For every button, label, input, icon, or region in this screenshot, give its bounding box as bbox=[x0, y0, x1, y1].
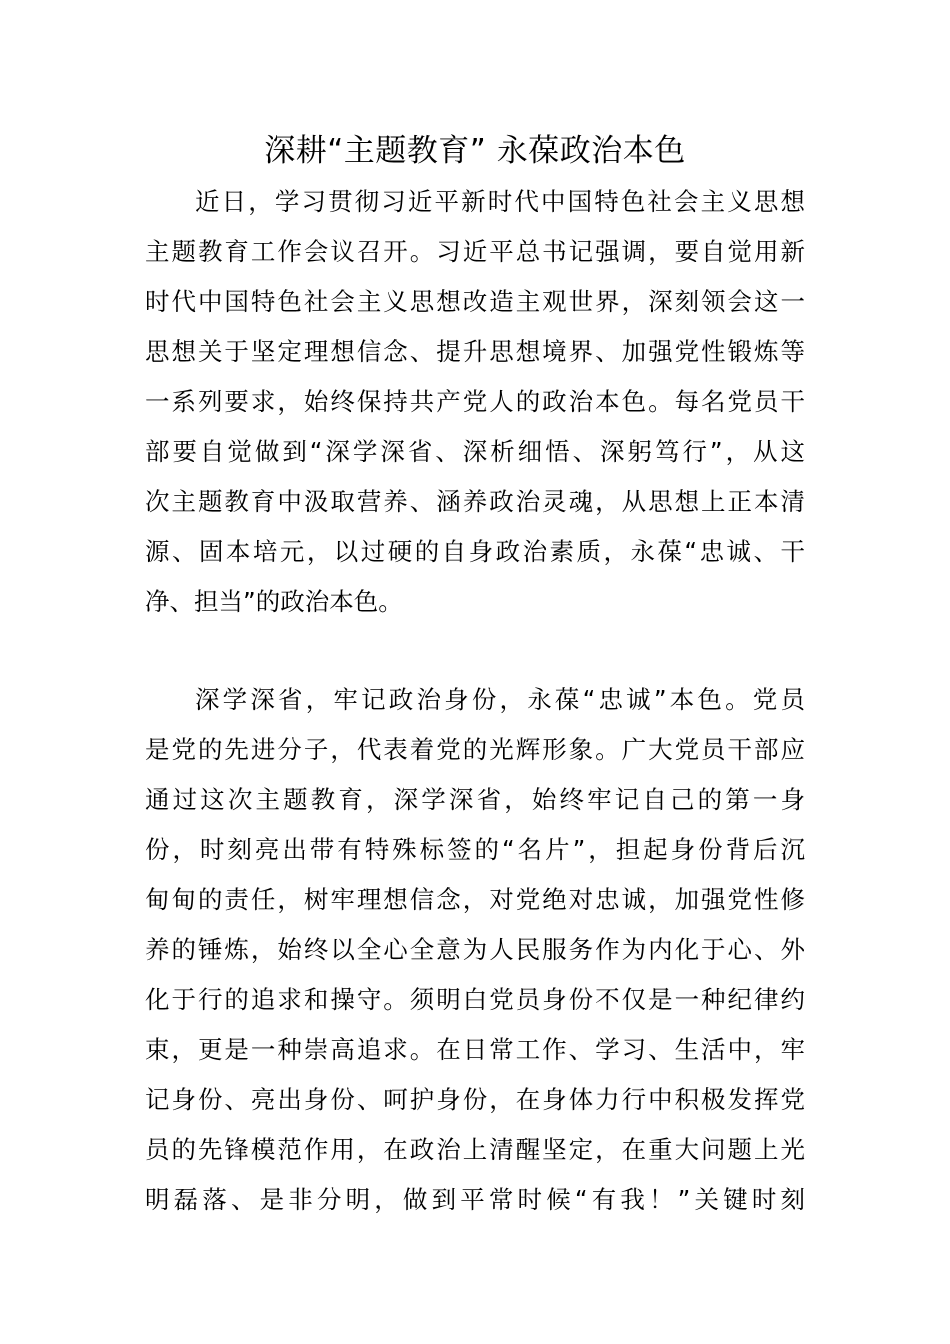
paragraph-line: 养的锤炼，始终以全心全意为人民服务作为内化于心、外 bbox=[145, 935, 805, 964]
paragraph-line: 近日，学习贯彻习近平新时代中国特色社会主义思想 bbox=[195, 187, 805, 216]
paragraph-line: 员的先锋模范作用，在政治上清醒坚定，在重大问题上光 bbox=[145, 1135, 805, 1164]
paragraph-line: 时代中国特色社会主义思想改造主观世界，深刻领会这一 bbox=[145, 287, 805, 316]
paragraph-line: 化于行的追求和操守。须明白党员身份不仅是一种纪律约 bbox=[145, 985, 805, 1014]
paragraph-line: 份，时刻亮出带有特殊标签的“名片”，担起身份背后沉 bbox=[145, 835, 805, 864]
paragraph-1 bbox=[145, 177, 805, 627]
paragraph-line: 深学深省，牢记政治身份，永葆“忠诚”本色。党员 bbox=[195, 685, 805, 714]
paragraph-line: 记身份、亮出身份、呵护身份，在身体力行中积极发挥党 bbox=[145, 1085, 805, 1114]
paragraph-line: 主题教育工作会议召开。习近平总书记强调，要自觉用新 bbox=[145, 237, 805, 266]
paragraph-2 bbox=[145, 675, 805, 1225]
paragraph-line: 净、担当”的政治本色。 bbox=[145, 587, 403, 616]
paragraph-line: 一系列要求，始终保持共产党人的政治本色。每名党员干 bbox=[145, 387, 805, 416]
paragraph-line: 甸甸的责任，树牢理想信念，对党绝对忠诚，加强党性修 bbox=[145, 885, 805, 914]
paragraph-line: 束，更是一种崇高追求。在日常工作、学习、生活中，牢 bbox=[145, 1035, 805, 1064]
paragraph-line: 明磊落、是非分明，做到平常时候“有我！”关键时刻 bbox=[145, 1185, 805, 1214]
paragraph-line: 思想关于坚定理想信念、提升思想境界、加强党性锻炼等 bbox=[145, 337, 805, 366]
paragraph-line: 通过这次主题教育，深学深省，始终牢记自己的第一身 bbox=[145, 785, 805, 814]
paragraph-line: 次主题教育中汲取营养、涵养政治灵魂，从思想上正本清 bbox=[145, 487, 805, 516]
paragraph-line: 是党的先进分子，代表着党的光辉形象。广大党员干部应 bbox=[145, 735, 805, 764]
paragraph-line: 源、固本培元，以过硬的自身政治素质，永葆“忠诚、干 bbox=[145, 537, 805, 566]
document-title: 深耕“主题教育” 永葆政治本色 bbox=[264, 133, 686, 169]
paragraph-line: 部要自觉做到“深学深省、深析细悟、深躬笃行”，从这 bbox=[145, 437, 805, 466]
